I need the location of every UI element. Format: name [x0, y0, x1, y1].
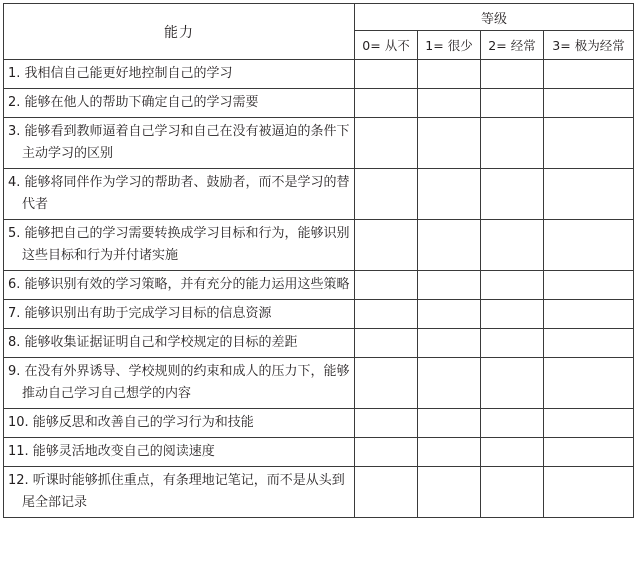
ability-column-header: 能力 — [4, 4, 355, 60]
table-row — [4, 329, 634, 358]
rating-cell-rarely[interactable] — [418, 118, 481, 169]
ability-item: 3. 能够看到教师逼着自己学习和自己在没有被逼迫的条件下主动学习的区别 — [4, 118, 355, 169]
rating-cell-very-often[interactable] — [544, 438, 634, 467]
ability-item: 10. 能够反思和改善自己的学习行为和技能 — [4, 409, 355, 438]
ability-item: 9. 在没有外界诱导、学校规则的约束和成人的压力下，能够推动自己学习自己想学的内容 — [4, 358, 355, 409]
rating-cell-rarely[interactable] — [418, 271, 481, 300]
rating-cell-very-often[interactable] — [544, 467, 634, 518]
header-row-top — [4, 4, 634, 31]
rating-cell-rarely[interactable] — [418, 89, 481, 118]
rating-cell-rarely[interactable] — [418, 438, 481, 467]
table-row — [4, 467, 634, 518]
table-row — [4, 118, 634, 169]
ability-rating-table — [3, 3, 634, 518]
rating-cell-never[interactable] — [355, 118, 418, 169]
rating-cell-very-often[interactable] — [544, 118, 634, 169]
grade-column-header: 等级 — [355, 4, 634, 31]
rating-cell-often[interactable] — [481, 118, 544, 169]
rating-cell-often[interactable] — [481, 169, 544, 220]
table-row — [4, 89, 634, 118]
ability-item: 7. 能够识别出有助于完成学习目标的信息资源 — [4, 300, 355, 329]
table-row — [4, 358, 634, 409]
ability-item: 5. 能够把自己的学习需要转换成学习目标和行为，能够识别这些目标和行为并付诸实施 — [4, 220, 355, 271]
rating-cell-never[interactable] — [355, 300, 418, 329]
rating-cell-never[interactable] — [355, 438, 418, 467]
ability-item: 1. 我相信自己能更好地控制自己的学习 — [4, 60, 355, 89]
table-row — [4, 60, 634, 89]
table-row — [4, 271, 634, 300]
rating-cell-often[interactable] — [481, 409, 544, 438]
rating-cell-often[interactable] — [481, 220, 544, 271]
table-row — [4, 409, 634, 438]
rating-cell-never[interactable] — [355, 169, 418, 220]
rating-cell-rarely[interactable] — [418, 329, 481, 358]
rating-cell-often[interactable] — [481, 467, 544, 518]
rating-cell-often[interactable] — [481, 329, 544, 358]
rating-cell-often[interactable] — [481, 300, 544, 329]
rating-cell-never[interactable] — [355, 271, 418, 300]
table-row — [4, 220, 634, 271]
ability-item: 8. 能够收集证据证明自己和学校规定的目标的差距 — [4, 329, 355, 358]
ability-item: 2. 能够在他人的帮助下确定自己的学习需要 — [4, 89, 355, 118]
level-header-often: 2= 经常 — [481, 31, 544, 60]
rating-cell-rarely[interactable] — [418, 409, 481, 438]
rating-cell-never[interactable] — [355, 220, 418, 271]
rating-cell-rarely[interactable] — [418, 300, 481, 329]
rating-cell-rarely[interactable] — [418, 60, 481, 89]
level-header-never: 0= 从不 — [355, 31, 418, 60]
rating-cell-never[interactable] — [355, 409, 418, 438]
rating-cell-often[interactable] — [481, 438, 544, 467]
ability-item: 11. 能够灵活地改变自己的阅读速度 — [4, 438, 355, 467]
rating-cell-never[interactable] — [355, 89, 418, 118]
rating-cell-often[interactable] — [481, 89, 544, 118]
rating-cell-very-often[interactable] — [544, 329, 634, 358]
rating-cell-never[interactable] — [355, 60, 418, 89]
rating-cell-rarely[interactable] — [418, 169, 481, 220]
ability-item: 6. 能够识别有效的学习策略，并有充分的能力运用这些策略 — [4, 271, 355, 300]
rating-cell-often[interactable] — [481, 271, 544, 300]
table-row — [4, 169, 634, 220]
self-directed-learning-rating-table-container — [3, 3, 634, 518]
rating-cell-very-often[interactable] — [544, 300, 634, 329]
rating-cell-never[interactable] — [355, 329, 418, 358]
rating-cell-often[interactable] — [481, 358, 544, 409]
rating-cell-rarely[interactable] — [418, 220, 481, 271]
rating-cell-very-often[interactable] — [544, 358, 634, 409]
rating-cell-rarely[interactable] — [418, 358, 481, 409]
level-header-very-often: 3= 极为经常 — [544, 31, 634, 60]
rating-cell-rarely[interactable] — [418, 467, 481, 518]
rating-cell-never[interactable] — [355, 358, 418, 409]
rating-cell-very-often[interactable] — [544, 169, 634, 220]
rating-cell-very-often[interactable] — [544, 409, 634, 438]
rating-cell-very-often[interactable] — [544, 271, 634, 300]
rating-cell-never[interactable] — [355, 467, 418, 518]
rating-cell-very-often[interactable] — [544, 89, 634, 118]
level-header-rarely: 1= 很少 — [418, 31, 481, 60]
ability-item: 4. 能够将同伴作为学习的帮助者、鼓励者，而不是学习的替代者 — [4, 169, 355, 220]
rating-cell-often[interactable] — [481, 60, 544, 89]
rating-cell-very-often[interactable] — [544, 60, 634, 89]
table-row — [4, 300, 634, 329]
rating-cell-very-often[interactable] — [544, 220, 634, 271]
ability-item: 12. 听课时能够抓住重点，有条理地记笔记，而不是从头到尾全部记录 — [4, 467, 355, 518]
table-row — [4, 438, 634, 467]
